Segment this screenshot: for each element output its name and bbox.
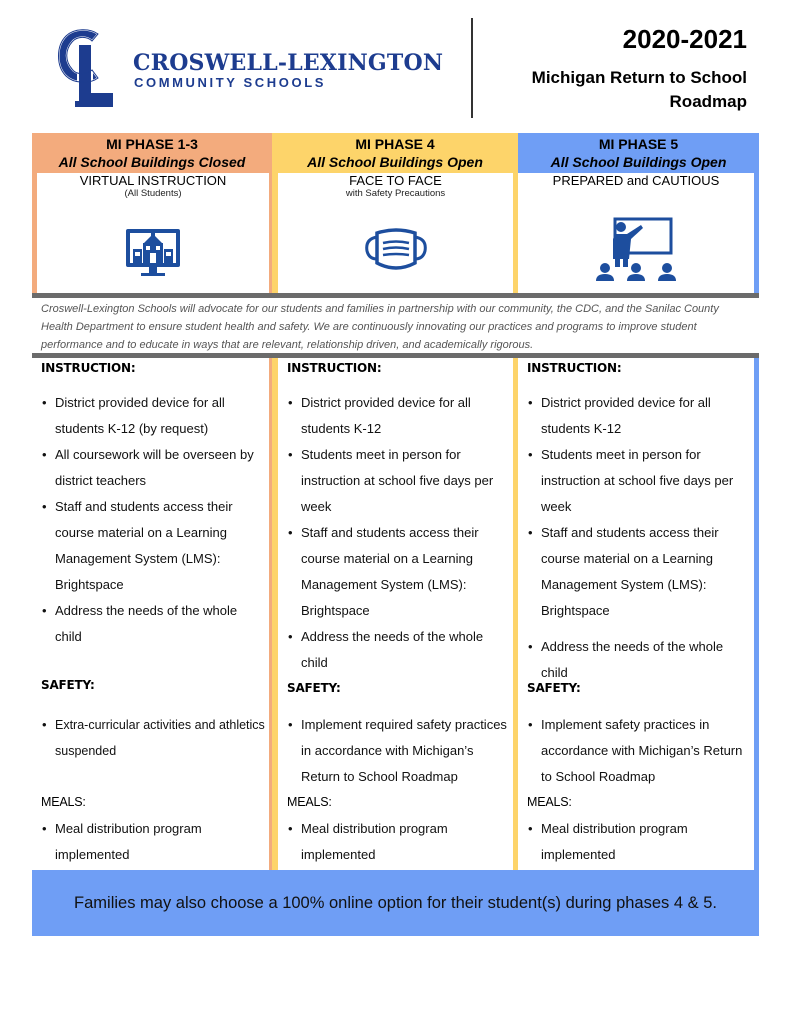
list-item: • Meal distribution program implemented xyxy=(287,816,513,868)
phase4-title: MI PHASE 4 xyxy=(355,136,435,152)
phase4-safety-list xyxy=(287,712,513,790)
brand-subtitle: COMMUNITY SCHOOLS xyxy=(134,75,327,90)
phase1-instruction-list xyxy=(41,390,267,650)
roadmap-table xyxy=(32,133,759,936)
phase1-mode-note: (All Students) xyxy=(124,188,182,199)
phase5-header xyxy=(518,133,759,173)
list-item: • Address the needs of the whole child xyxy=(41,598,267,650)
phase5-subtitle: All School Buildings Open xyxy=(550,154,727,170)
document-title: Michigan Return to School Roadmap xyxy=(531,68,747,111)
phase1-header xyxy=(32,133,272,173)
list-item: • Implement required safety practices in accordance with Michigan’s Return to School Roadmap xyxy=(287,712,513,790)
list-item: • Students meet in person for instruction at school five days per week xyxy=(287,442,513,520)
phase5-instruction-list xyxy=(527,390,753,686)
phase4-instruction-list xyxy=(287,390,513,676)
classroom-teacher-icon xyxy=(593,213,679,283)
phase5-instruction-heading: INSTRUCTION: xyxy=(527,361,622,375)
phase5-safety-list xyxy=(527,712,753,790)
phase1-title: MI PHASE 1-3 xyxy=(106,136,198,152)
phase4-instruction-heading: INSTRUCTION: xyxy=(287,361,382,375)
phase1-subtitle: All School Buildings Closed xyxy=(58,154,246,170)
list-item: • Staff and students access their course material on a Learning Management System (LMS): Brightspace xyxy=(527,520,753,624)
list-item: • District provided device for all students K-12 (by request) xyxy=(41,390,267,442)
school-year: 2020-2021 xyxy=(622,24,747,54)
phase4-meals-list xyxy=(287,816,513,868)
phase5-safety-heading: SAFETY: xyxy=(527,681,581,695)
phase5-meals-heading: MEALS: xyxy=(527,795,572,809)
phase1-meals-heading: MEALS: xyxy=(41,795,86,809)
list-item: • District provided device for all students K-12 xyxy=(287,390,513,442)
list-item: • Staff and students access their course material on a Learning Management System (LMS): Brightspace xyxy=(41,494,267,598)
virtual-school-icon xyxy=(124,223,182,279)
list-item: • All coursework will be overseen by district teachers xyxy=(41,442,267,494)
phase1-details xyxy=(32,358,269,870)
phase5-mode-box xyxy=(518,173,754,293)
online-option-text: Families may also choose a 100% online option for their student(s) during phases 4 & 5. xyxy=(74,894,717,912)
brand-name: CROSWELL-LEXINGTON xyxy=(133,50,444,76)
list-item: • Students meet in person for instruction at school five days per week xyxy=(527,442,753,520)
phase5-mode: PREPARED and CAUTIOUS xyxy=(552,173,720,188)
list-item: • Meal distribution program implemented xyxy=(41,816,267,868)
phase4-mode-note: with Safety Precautions xyxy=(345,188,446,199)
phase5-meals-list xyxy=(527,816,753,868)
phase4-meals-heading: MEALS: xyxy=(287,795,332,809)
phase1-safety-heading: SAFETY: xyxy=(41,678,95,692)
phase4-mode-box xyxy=(278,173,513,293)
phase1-mode: VIRTUAL INSTRUCTION xyxy=(79,173,227,188)
list-item: • Implement safety practices in accordance with Michigan’s Return to School Roadmap xyxy=(527,712,753,790)
phase1-meals-list xyxy=(41,816,267,868)
phase4-details xyxy=(278,358,513,870)
list-item: • Extra-curricular activities and athletics suspended xyxy=(41,712,271,764)
list-item: • District provided device for all students K-12 xyxy=(527,390,753,442)
phase5-title: MI PHASE 5 xyxy=(598,136,679,152)
online-option-banner xyxy=(32,870,759,936)
list-item: • Address the needs of the whole child xyxy=(287,624,513,676)
face-mask-icon xyxy=(361,225,431,275)
phase4-subtitle: All School Buildings Open xyxy=(307,154,483,170)
phase1-instruction-heading: INSTRUCTION: xyxy=(41,361,136,375)
phase4-safety-heading: SAFETY: xyxy=(287,681,341,695)
phase1-mode-box xyxy=(37,173,269,293)
mission-statement: Croswell-Lexington Schools will advocate for our students and families in partnership with our community, the CDC, and the Sanilac County Health Department to ensure student health and safety. We are continuously innovating our practices and programs to improve student performance and to educate in ways that are relevant, relationship driven, and academically rigorous. xyxy=(32,298,759,353)
phase4-mode: FACE TO FACE xyxy=(349,173,442,188)
district-logo xyxy=(52,26,118,112)
phase5-details xyxy=(518,358,754,870)
phase1-safety-list xyxy=(41,712,271,764)
phase4-header xyxy=(272,133,518,173)
list-item: • Address the needs of the whole child xyxy=(527,634,753,686)
list-item: • Staff and students access their course material on a Learning Management System (LMS): Brightspace xyxy=(287,520,513,624)
list-item: • Meal distribution program implemented xyxy=(527,816,753,868)
